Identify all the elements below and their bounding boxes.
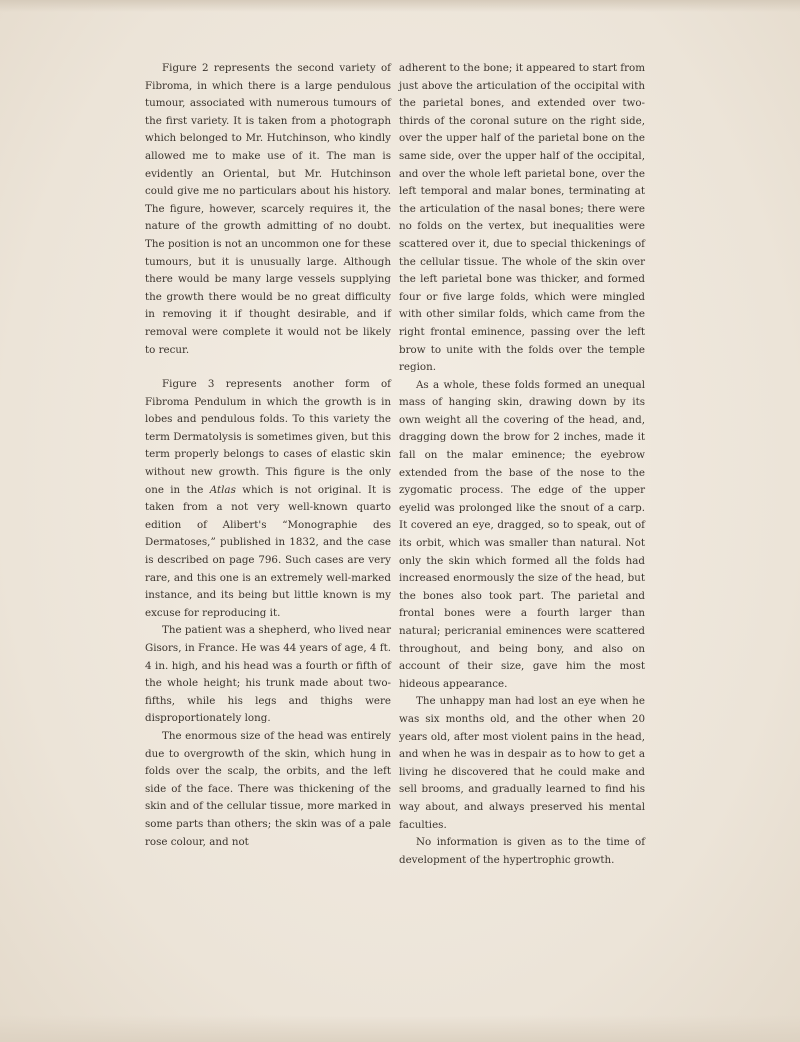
right-column — [399, 60, 645, 869]
paragraph-patient: The patient was a shepherd, who lived near Gisors, in France. He was 44 years of age, 4 ft. 4 in. high, and his head was a fourth or fifth of the whole height; his trunk made about two-fifths, while his legs and thighs were disproportionately long. — [145, 624, 391, 725]
paragraph-folds: As a whole, these folds formed an unequal mass of hanging skin, drawing down by its own weight all the covering of the head, and, dragging down the brow for 2 inches, made it fall on the malar eminence; the eyebrow extended from the base of the nose to the zygomatic process. The edge of the upper eyelid was prolonged like the snout of a carp. It covered an eye, dragged, so to speak, out of its orbit, which was smaller than natural. Not only the skin which formed all the folds had increased enormously the size of the head, but the bones also took part. The parietal and frontal bones were a fourth larger than natural; pericranial eminences were scattered throughout, and being bony, and also on account of their size, gave him the most hideous appearance. — [399, 378, 645, 690]
paragraph-unhappy-man: The unhappy man had lost an eye when he was six months old, and the other when 20 years old, after most violent pains in the head, and when he was in despair as to how to get a living he discovered that he could make and sell brooms, and gradually learned to find his way about, and always preserved his mental faculties. — [399, 695, 645, 831]
page-top-shadow — [0, 0, 800, 12]
paragraph-adherent: adherent to the bone; it appeared to start from just above the articulation of the occipital with the parietal bones, and extended over two-thirds of the coronal suture on the right side, over the upper half of the parietal bone on the same side, over the upper half of the occipital, and over the whole left parietal bone, over the left temporal and malar bones, terminating at the articulation of the nasal bones; there were no folds on the vertex, but inequalities were scattered over it, due to special thickenings of the cellular tissue. The whole of the skin over the left parietal bone was thicker, and formed four or five large folds, which were mingled with other similar folds, which came from the right frontal eminence, passing over the left brow to unite with the folds over the temple region. — [399, 62, 645, 374]
paragraph-no-information: No information is given as to the time of development of the hypertrophic growth. — [399, 836, 645, 866]
paragraph-figure-2: Figure 2 represents the second variety of Fibroma, in which there is a large pendulous tumour, associated with numerous tumours of the first variety. It is taken from a photograph which belonged to Mr. Hutchinson, who kindly allowed me to make use of it. The man is evidently an Oriental, but Mr. Hutchinson could give me no particulars about his history. The figure, however, scarcely requires it, the nature of the growth admitting of no doubt. The position is not an uncommon one for these tumours, but it is unusually large. Although there would be many large vessels supplying the growth there would be no great difficulty in removing it if thought desirable, and if removal were complete it would not be likely to recur. — [145, 62, 391, 356]
paragraph-figure-3-text: Figure 3 represents another form of Fibroma Pendulum in which the growth is in lobes and pendulous folds. To this variety the term Dermatolysis is sometimes given, but this term properly belongs to cases of elastic skin without new growth. This figure is the only one in the — [145, 378, 391, 496]
atlas-italic: Atlas — [209, 483, 236, 496]
left-column — [145, 60, 391, 851]
paragraph-figure-3-cont: which is not original. It is taken from a not very well-known quarto edition of Alibert's “Monographie des Dermatoses,” published in 1832, and the case is described on page 796. Such cases are very rare, and this one is an extremely well-marked instance, and its being but little known is my excuse for reproducing it. — [145, 483, 392, 619]
page-bottom-edge — [0, 1015, 800, 1042]
paragraph-figure-3 — [145, 376, 391, 622]
paragraph-head-size: The enormous size of the head was entirely due to overgrowth of the skin, which hung in folds over the scalp, the orbits, and the left side of the face. There was thickening of the skin and of the cellular tissue, more marked in some parts than others; the skin was of a pale rose colour, and not — [145, 729, 391, 848]
